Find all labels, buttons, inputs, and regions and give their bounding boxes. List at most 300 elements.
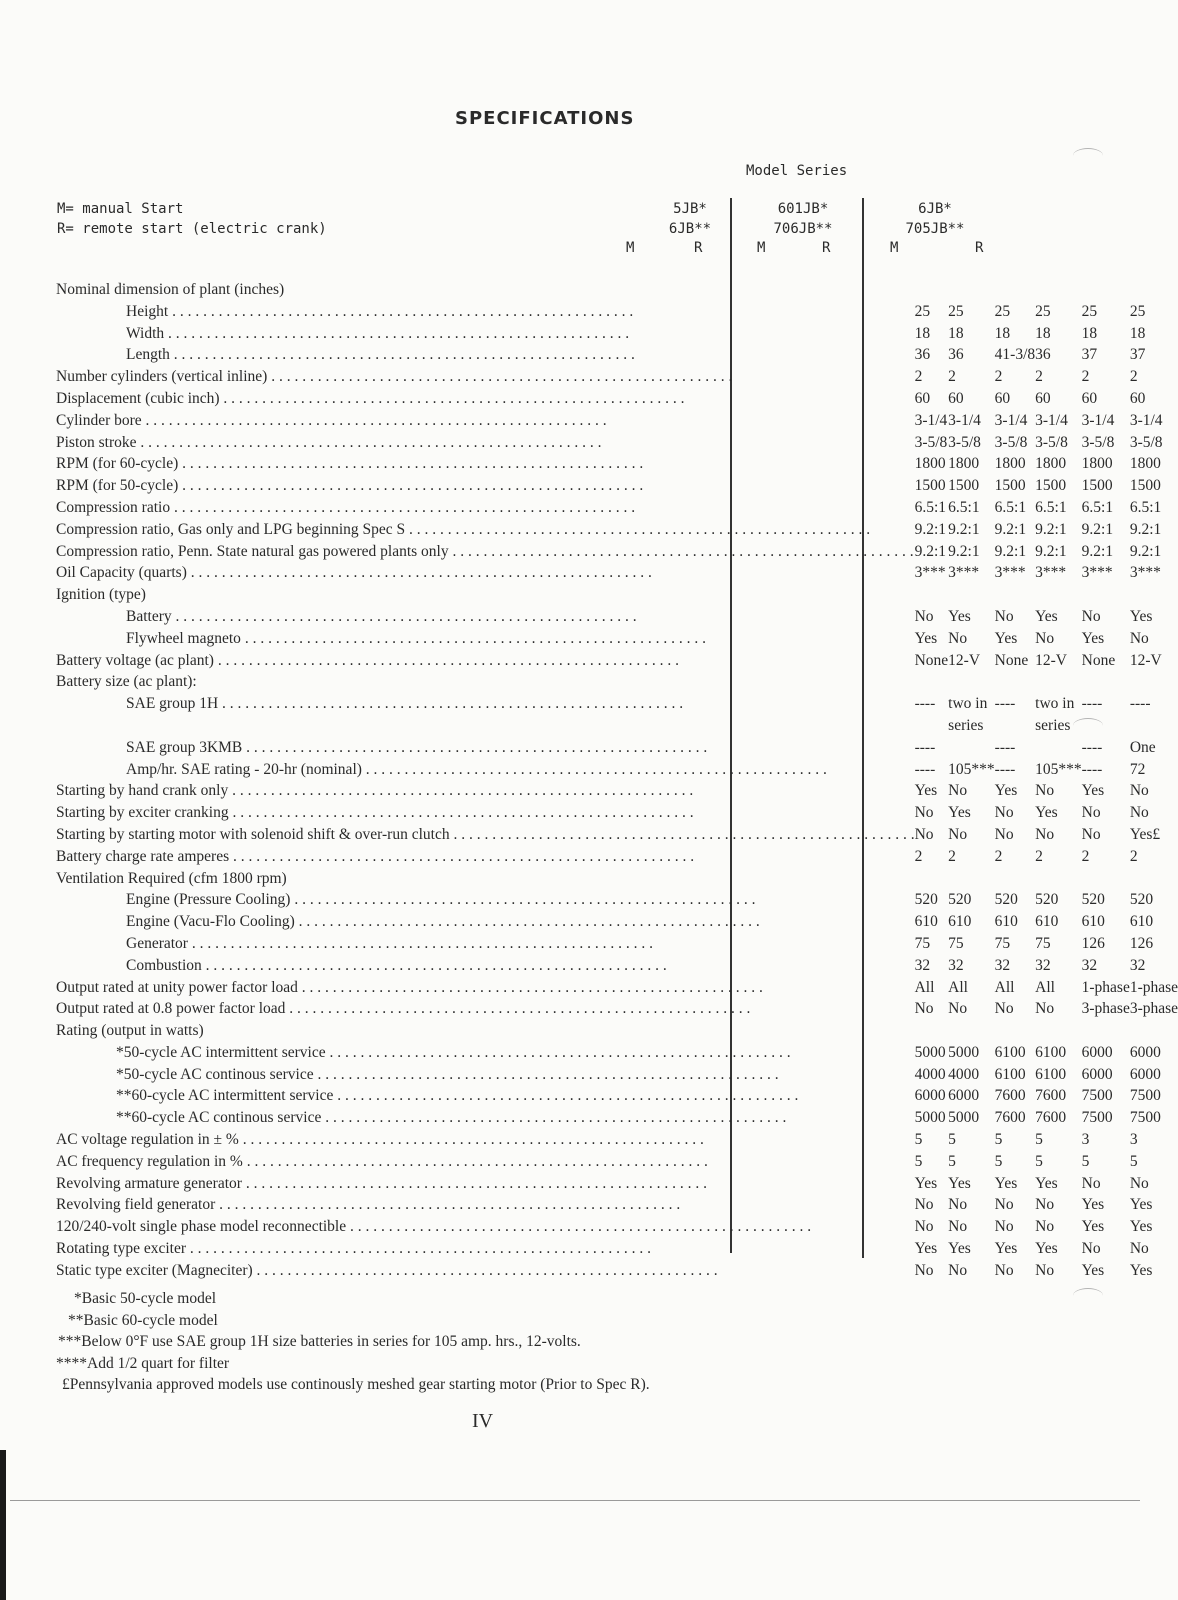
spec-value: [995, 584, 1035, 606]
spec-value: No: [1081, 825, 1101, 843]
leader-dots: . . . . . . . . . . . . . . . . . . . . . . . . . . . . . . . . . . . . . . . . . . . . . . . . . . . . . . . . . . . .: [141, 411, 607, 429]
spec-value: 75: [914, 934, 931, 952]
spec-value: [948, 671, 995, 693]
spec-value: [995, 1020, 1035, 1042]
spec-value: 2: [1129, 847, 1138, 865]
spec-label: Number cylinders (vertical inline): [56, 368, 268, 386]
spec-row: [56, 453, 1178, 475]
spec-value: Yes: [1035, 1174, 1058, 1192]
spec-value: 2: [1035, 368, 1043, 386]
model-series-label: Model Series: [746, 163, 848, 179]
spec-row: [56, 933, 1178, 955]
spec-value: [915, 584, 949, 606]
spec-label-cell: [56, 780, 915, 802]
spec-label: Compression ratio, Penn. State natural gas powered plants only: [56, 542, 449, 560]
spec-value: 1800: [1081, 455, 1113, 473]
spec-value: 2: [914, 368, 923, 386]
spec-label-cell: [56, 519, 915, 541]
spec-value: [1082, 868, 1130, 890]
spec-value: Yes: [1081, 1261, 1105, 1279]
spec-value: ----: [1081, 695, 1103, 713]
spec-label: 120/240-volt single phase model reconnectible: [56, 1218, 347, 1236]
spec-label-cell: [56, 1151, 915, 1173]
spec-value: No: [1035, 1261, 1055, 1279]
column-header-m: M: [757, 240, 766, 256]
start-type-legend: [57, 199, 327, 239]
spec-value: 7600: [994, 1087, 1026, 1105]
spec-label-cell: [56, 1064, 915, 1086]
spec-label-cell: [56, 715, 915, 737]
spec-value: [948, 737, 995, 759]
spec-value: 9.2:1: [994, 520, 1027, 538]
spec-label: SAE group 3KMB: [126, 738, 243, 756]
spec-value: None: [994, 651, 1029, 669]
spec-value: ----: [994, 760, 1016, 778]
spec-label: Generator: [126, 934, 188, 952]
spec-value: 9.2:1: [948, 520, 980, 538]
spec-row: [56, 715, 1178, 737]
spec-value: [1082, 279, 1130, 301]
spec-value: 3-phase: [1081, 1000, 1130, 1018]
leader-dots: . . . . . . . . . . . . . . . . . . . . . . . . . . . . . . . . . . . . . . . . . . . . . . . . . . . . . . . . . . . .: [201, 956, 667, 974]
spec-value: 2: [914, 847, 923, 865]
spec-value: 1500: [994, 477, 1026, 495]
spec-label: Static type exciter (Magneciter): [56, 1261, 253, 1279]
spec-value: [1082, 584, 1130, 606]
spec-value: 2: [1081, 847, 1090, 865]
spec-value: Yes: [914, 1240, 938, 1258]
spec-label: Ignition (type): [56, 586, 146, 604]
leader-dots: . . . . . . . . . . . . . . . . . . . . . . . . . . . . . . . . . . . . . . . . . . . . . . . . . . . . . . . . . . . .: [170, 498, 636, 516]
leader-dots: . . . . . . . . . . . . . . . . . . . . . . . . . . . . . . . . . . . . . . . . . . . . . . . . . . . . . . . . . . . .: [241, 1174, 707, 1192]
spec-value: 7500: [1129, 1087, 1161, 1105]
spec-value: No: [1129, 1240, 1149, 1258]
spec-value: 3-1/4: [1129, 411, 1163, 429]
spec-value: No: [914, 607, 934, 625]
spec-value: 32: [948, 956, 964, 974]
spec-value: 36: [1035, 346, 1051, 364]
spec-value: 3***: [948, 564, 980, 582]
spec-value: 9.2:1: [914, 542, 947, 560]
spec-value: 5000: [914, 1109, 946, 1127]
spec-label-cell: [56, 1107, 915, 1129]
spec-label-cell: [56, 1020, 915, 1042]
spec-value: 520: [1129, 891, 1154, 909]
spec-label-cell: [56, 541, 915, 563]
spec-value: 3-5/8: [948, 433, 981, 451]
spec-value: 6100: [994, 1065, 1026, 1083]
spec-row: [56, 541, 1178, 563]
spec-row: [56, 1216, 1178, 1238]
spec-value: 6.5:1: [1129, 498, 1162, 516]
spec-label: Width: [126, 324, 165, 342]
footnotes: [56, 1288, 650, 1396]
spec-value: [1035, 671, 1082, 693]
spec-value: No: [948, 1000, 968, 1018]
spec-row: [56, 955, 1178, 977]
spec-value: No: [914, 804, 934, 822]
spec-value: 1-phase: [1081, 978, 1130, 996]
spec-value: [995, 715, 1035, 737]
leader-dots: . . . . . . . . . . . . . . . . . . . . . . . . . . . . . . . . . . . . . . . . . . . . . . . . . . . . . . . . . . . .: [242, 1152, 708, 1170]
spec-label: Nominal dimension of plant (inches): [56, 281, 285, 298]
spec-label-cell: [56, 1216, 915, 1238]
spec-label-cell: [56, 1129, 915, 1151]
spec-value: 6000: [914, 1087, 946, 1105]
spec-row: [56, 824, 1178, 846]
spec-row: [56, 1260, 1178, 1282]
spec-row: [56, 475, 1178, 497]
spec-label: Battery: [126, 607, 172, 625]
spec-value: No: [994, 1218, 1014, 1236]
specifications-table-body: [56, 279, 1178, 1282]
spec-value: [1130, 868, 1178, 890]
leader-dots: . . . . . . . . . . . . . . . . . . . . . . . . . . . . . . . . . . . . . . . . . . . . . . . . . . . . . . . . . . . .: [285, 1000, 751, 1018]
spec-value: 9.2:1: [1129, 520, 1162, 538]
spec-value: 610: [994, 913, 1018, 931]
specifications-table: [56, 279, 1178, 1282]
spec-value: No: [948, 1261, 968, 1279]
spec-label-cell: [56, 344, 915, 366]
spec-value: 520: [948, 891, 972, 909]
spec-value: [1035, 868, 1082, 890]
spec-value: 1800: [994, 455, 1026, 473]
spec-value: No: [1129, 782, 1149, 800]
spec-row: [56, 998, 1178, 1020]
spec-value: No: [994, 825, 1014, 843]
spec-value: [948, 868, 995, 890]
spec-row: [56, 737, 1178, 759]
leader-dots: . . . . . . . . . . . . . . . . . . . . . . . . . . . . . . . . . . . . . . . . . . . . . . . . . . . . . . . . . . . .: [178, 477, 644, 495]
spec-value: 1800: [1129, 455, 1161, 473]
leader-dots: . . . . . . . . . . . . . . . . . . . . . . . . . . . . . . . . . . . . . . . . . . . . . . . . . . . . . . . . . . . .: [313, 1065, 779, 1083]
model-name: 706JB**: [773, 221, 833, 237]
leader-dots: . . . . . . . . . . . . . . . . . . . . . . . . . . . . . . . . . . . . . . . . . . . . . . . . . . . . . . . . . . . .: [186, 1240, 651, 1258]
spec-value: 3-5/8: [1129, 433, 1163, 451]
spec-value: 5: [994, 1152, 1003, 1170]
spec-row: [56, 497, 1178, 519]
spec-value: 3-5/8: [1035, 433, 1068, 451]
spec-value: 610: [948, 913, 972, 931]
spec-value: series: [1035, 716, 1071, 734]
page-number: IV: [472, 1410, 494, 1432]
spec-value: ----: [994, 738, 1016, 756]
leader-dots: . . . . . . . . . . . . . . . . . . . . . . . . . . . . . . . . . . . . . . . . . . . . . . . . . . . . . . . . . . . .: [186, 564, 652, 582]
spec-label: Amp/hr. SAE rating - 20-hr (nominal): [126, 760, 362, 778]
spec-value: ----: [914, 738, 936, 756]
leader-dots: . . . . . . . . . . . . . . . . . . . . . . . . . . . . . . . . . . . . . . . . . . . . . . . . . . . . . . . . . . . .: [228, 782, 694, 800]
spec-value: 9.2:1: [1129, 542, 1162, 560]
spec-label-cell: [56, 1260, 915, 1282]
spec-label-cell: [56, 933, 915, 955]
spec-value: 6100: [1035, 1043, 1067, 1061]
spec-value: ----: [1081, 760, 1103, 778]
spec-value: [1082, 671, 1130, 693]
spec-row: [56, 1085, 1178, 1107]
spec-label-cell: [56, 868, 915, 890]
spec-label-cell: [56, 650, 915, 672]
spec-value: 1500: [948, 477, 980, 495]
spec-value: 32: [914, 956, 931, 974]
leader-dots: . . . . . . . . . . . . . . . . . . . . . . . . . . . . . . . . . . . . . . . . . . . . . . . . . . . . . . . . . . . .: [136, 433, 602, 451]
spec-value: No: [994, 1261, 1014, 1279]
spec-value: 7500: [1129, 1109, 1161, 1127]
spec-value: [1130, 584, 1178, 606]
spec-row: [56, 1129, 1178, 1151]
spec-row: [56, 802, 1178, 824]
spec-value: 3-1/4: [1035, 411, 1068, 429]
spec-value: 6.5:1: [948, 498, 980, 516]
spec-value: 60: [1035, 389, 1051, 407]
spec-value: 32: [994, 956, 1011, 974]
spec-value: Yes: [948, 804, 971, 822]
spec-value: Yes: [914, 1174, 938, 1192]
spec-value: 2: [1081, 368, 1090, 386]
spec-label: RPM (for 60-cycle): [56, 455, 179, 473]
spec-value: 3-1/4: [914, 411, 948, 429]
spec-value: [995, 868, 1035, 890]
spec-label-cell: [56, 453, 915, 475]
spec-row: [56, 1042, 1178, 1064]
spec-value: 75: [994, 934, 1011, 952]
spec-label: Battery size (ac plant):: [56, 673, 197, 691]
spec-value: ----: [914, 695, 936, 713]
spec-value: No: [1129, 1174, 1149, 1192]
spec-value: All: [994, 978, 1015, 996]
footnote: £Pennsylvania approved models use continously meshed gear starting motor (Prior to Spec R).: [62, 1376, 650, 1393]
spec-value: 6.5:1: [914, 498, 947, 516]
spec-value: 60: [1129, 389, 1146, 407]
spec-value: [948, 584, 995, 606]
spec-label: Piston stroke: [56, 433, 137, 451]
spec-value: 5: [948, 1152, 956, 1170]
spec-value: No: [1035, 1000, 1055, 1018]
spec-value: 18: [948, 324, 964, 342]
spec-value: No: [948, 629, 968, 647]
spec-label: *50-cycle AC intermittent service: [116, 1043, 326, 1061]
spec-value: [1130, 1020, 1178, 1042]
spec-value: 37: [1129, 346, 1146, 364]
spec-label: Starting by exciter cranking: [56, 804, 229, 822]
spec-label-cell: [56, 388, 915, 410]
column-header-m: M: [626, 240, 635, 256]
spec-value: Yes: [1081, 1218, 1105, 1236]
spec-value: Yes: [994, 1240, 1018, 1258]
leader-dots: . . . . . . . . . . . . . . . . . . . . . . . . . . . . . . . . . . . . . . . . . . . . . . . . . . . . . . . . . . . .: [240, 629, 706, 647]
spec-value: 60: [994, 389, 1011, 407]
spec-label: Cylinder bore: [56, 411, 142, 429]
spec-value: Yes: [1129, 1261, 1153, 1279]
leader-dots: . . . . . . . . . . . . . . . . . . . . . . . . . . . . . . . . . . . . . . . . . . . . . . . . . . . . . . . . . . . .: [219, 389, 685, 407]
spec-value: 41-3/8: [994, 346, 1036, 364]
spec-value: 36: [914, 346, 931, 364]
column-header-r: R: [822, 240, 831, 256]
model-name: 601JB*: [777, 201, 829, 217]
spec-value: 9.2:1: [914, 520, 947, 538]
spec-row: [56, 977, 1178, 999]
spec-value: Yes: [914, 629, 938, 647]
leader-dots: . . . . . . . . . . . . . . . . . . . . . . . . . . . . . . . . . . . . . . . . . . . . . . . . . . . . . . . . . . . .: [168, 302, 634, 320]
spec-value: [1130, 715, 1178, 737]
spec-value: 18: [994, 324, 1011, 342]
spec-value: 6.5:1: [994, 498, 1027, 516]
spec-value: 60: [1081, 389, 1098, 407]
spec-label: Oil Capacity (quarts): [56, 564, 187, 582]
spec-value: 9.2:1: [1081, 542, 1114, 560]
spec-value: Yes: [1081, 1196, 1105, 1214]
spec-value: 75: [948, 934, 964, 952]
leader-dots: . . . . . . . . . . . . . . . . . . . . . . . . . . . . . . . . . . . . . . . . . . . . . . . . . . . . . . . . . . . .: [290, 891, 756, 909]
spec-value: No: [1081, 804, 1101, 822]
spec-value: 7600: [1035, 1109, 1067, 1127]
spec-value: 18: [914, 324, 931, 342]
spec-value: No: [994, 804, 1014, 822]
spec-value: 9.2:1: [1035, 542, 1067, 560]
spec-label-cell: [56, 737, 915, 759]
model-name: 6JB**: [668, 221, 712, 237]
spec-value: 60: [948, 389, 964, 407]
spec-value: 32: [1129, 956, 1146, 974]
spec-value: 1500: [1035, 477, 1067, 495]
page-edge-shadow: [0, 1450, 6, 1600]
spec-label-cell: [56, 693, 915, 715]
spec-row: [56, 1064, 1178, 1086]
spec-value: No: [1081, 607, 1101, 625]
spec-value: All: [914, 978, 935, 996]
spec-value: 7500: [1081, 1109, 1113, 1127]
spec-label: Rating (output in watts): [56, 1022, 204, 1040]
spec-value: 6.5:1: [1081, 498, 1114, 516]
leader-dots: . . . . . . . . . . . . . . . . . . . . . . . . . . . . . . . . . . . . . . . . . . . . . . . . . . . . . . . . . . . .: [267, 368, 733, 386]
spec-value: No: [1081, 1174, 1101, 1192]
spec-value: 3-1/4: [948, 411, 981, 429]
spec-row: [56, 1151, 1178, 1173]
spec-label-cell: [56, 998, 915, 1020]
spec-label: SAE group 1H: [126, 695, 219, 713]
spec-label: Revolving armature generator: [56, 1174, 242, 1192]
spec-label: Combustion: [126, 956, 202, 974]
spec-value: 25: [994, 302, 1011, 320]
spec-label-cell: [56, 497, 915, 519]
spec-value: 9.2:1: [1035, 520, 1067, 538]
spec-label: Output rated at 0.8 power factor load: [56, 1000, 286, 1018]
spec-value: 7500: [1081, 1087, 1113, 1105]
spec-value: 32: [1081, 956, 1098, 974]
spec-value: [1082, 715, 1130, 737]
spec-value: 5: [914, 1152, 923, 1170]
spec-value: Yes: [1081, 629, 1105, 647]
leader-dots: . . . . . . . . . . . . . . . . . . . . . . . . . . . . . . . . . . . . . . . . . . . . . . . . . . . . . . . . . . . .: [346, 1218, 812, 1236]
spec-row: [56, 889, 1178, 911]
spec-value: No: [948, 1218, 968, 1236]
spec-value: Yes: [1129, 1196, 1153, 1214]
spec-value: No: [1129, 629, 1149, 647]
leader-dots: . . . . . . . . . . . . . . . . . . . . . . . . . . . . . . . . . . . . . . . . . . . . . . . . . . . . . . . . . . . .: [325, 1043, 791, 1061]
spec-value: No: [1129, 804, 1149, 822]
spec-value: No: [1035, 629, 1055, 647]
model-group-header: [880, 199, 990, 239]
spec-label: Output rated at unity power factor load: [56, 978, 298, 996]
spec-row: [56, 366, 1178, 388]
spec-value: 9.2:1: [1081, 520, 1114, 538]
spec-label: Battery voltage (ac plant): [56, 651, 214, 669]
leader-dots: . . . . . . . . . . . . . . . . . . . . . . . . . . . . . . . . . . . . . . . . . . . . . . . . . . . . . . . . . . . .: [215, 1196, 681, 1214]
spec-label: AC frequency regulation in %: [56, 1152, 243, 1170]
spec-value: 610: [914, 913, 938, 931]
model-name: 5JB*: [673, 201, 707, 217]
spec-value: 610: [1081, 913, 1105, 931]
spec-row: [56, 323, 1178, 345]
spec-value: 6000: [1081, 1043, 1113, 1061]
leader-dots: . . . . . . . . . . . . . . . . . . . . . . . . . . . . . . . . . . . . . . . . . . . . . . . . . . . . . . . . . . . .: [164, 324, 630, 342]
spec-label-cell: [56, 475, 915, 497]
spec-label-cell: [56, 977, 915, 999]
spec-value: 1500: [1081, 477, 1113, 495]
spec-value: [915, 715, 949, 737]
spec-value: 5: [1129, 1152, 1138, 1170]
spec-value: 105***: [1035, 760, 1082, 778]
spec-label-cell: [56, 1042, 915, 1064]
spec-label-cell: [56, 1194, 915, 1216]
spec-value: Yes: [948, 607, 971, 625]
spec-value: [995, 279, 1035, 301]
spec-label: AC voltage regulation in ± %: [56, 1131, 239, 1149]
spec-label-cell: [56, 846, 915, 868]
leader-dots: . . . . . . . . . . . . . . . . . . . . . . . . . . . . . . . . . . . . . . . . . . . . . . . . . . . . . . . . . . . .: [229, 847, 695, 865]
spec-value: 3***: [914, 564, 946, 582]
spec-value: Yes: [948, 1174, 971, 1192]
spec-value: One: [1129, 738, 1156, 756]
spec-value: 3***: [994, 564, 1026, 582]
spec-value: 1800: [1035, 455, 1067, 473]
spec-value: Yes: [1129, 607, 1153, 625]
spec-value: 2: [994, 368, 1003, 386]
spec-row: [56, 1194, 1178, 1216]
spec-value: 5: [914, 1131, 923, 1149]
spec-row: [56, 279, 1178, 301]
spec-value: ----: [1129, 695, 1151, 713]
spec-label: Compression ratio, Gas only and LPG beginning Spec S: [56, 520, 406, 538]
leader-dots: . . . . . . . . . . . . . . . . . . . . . . . . . . . . . . . . . . . . . . . . . . . . . . . . . . . . . . . . . . . .: [178, 455, 644, 473]
spec-label-cell: [56, 366, 915, 388]
spec-value: 126: [1129, 934, 1154, 952]
spec-row: [56, 1173, 1178, 1195]
spec-value: 72: [1129, 760, 1146, 778]
spec-label-cell: [56, 628, 915, 650]
spec-value: All: [948, 978, 968, 996]
spec-value: 3: [1081, 1131, 1090, 1149]
spec-value: 5000: [948, 1109, 980, 1127]
spec-label-cell: [56, 584, 915, 606]
spec-label-cell: [56, 1173, 915, 1195]
spec-label-cell: [56, 410, 915, 432]
spec-value: 6000: [948, 1087, 980, 1105]
spec-value: Yes: [1081, 782, 1105, 800]
spec-value: 2: [994, 847, 1003, 865]
spec-label: Battery charge rate amperes: [56, 847, 230, 865]
spec-value: 9.2:1: [994, 542, 1027, 560]
spec-value: 12-V: [948, 651, 981, 669]
spec-label: **60-cycle AC intermittent service: [116, 1087, 334, 1105]
spec-value: No: [914, 1218, 934, 1236]
spec-row: [56, 650, 1178, 672]
spec-label: Flywheel magneto: [126, 629, 241, 647]
spec-row: [56, 1020, 1178, 1042]
spec-value: 610: [1129, 913, 1154, 931]
spec-value: 126: [1081, 934, 1105, 952]
spec-value: 3-5/8: [994, 433, 1028, 451]
spec-value: 3-1/4: [994, 411, 1028, 429]
